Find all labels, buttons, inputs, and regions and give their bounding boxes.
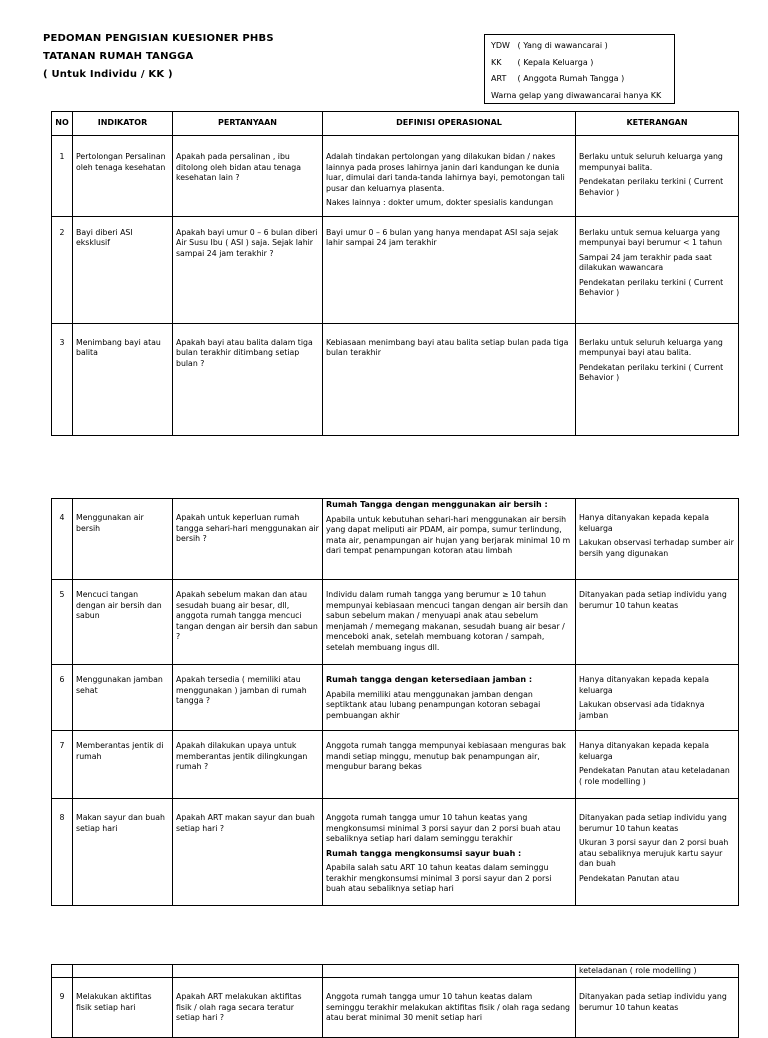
- legend-text: ( Anggota Rumah Tangga ): [517, 74, 625, 83]
- table-row: [52, 665, 739, 731]
- row-definition: [323, 216, 576, 323]
- table-row: [52, 323, 739, 435]
- indicator-table-part-1: [51, 111, 739, 436]
- definition-text: Apabila untuk kebutuhan sehari-hari menggunakan air bersih yang dapat meliputi air PDAM, air pompa, sumur terlindung, mata air, penampungan air hujan yang berjarak minimal 10 m dari tempat penampungan kotoran atau limbah: [326, 514, 571, 555]
- row-definition: [323, 978, 576, 1038]
- legend-item: [491, 71, 668, 88]
- row-notes: [576, 665, 739, 731]
- row-indicator: Melakukan aktifitas fisik setiap hari: [73, 978, 173, 1038]
- row-indicator: Memberantas jentik di rumah: [73, 731, 173, 799]
- definition-text: Nakes lainnya : dokter umum, dokter spesialis kandungan: [326, 198, 554, 207]
- row-question: Apakah bayi umur 0 – 6 bulan diberi Air Susu Ibu ( ASI ) saja. Sejak lahir sampai 24 jam terakhir ?: [173, 216, 323, 323]
- legend-item: [491, 55, 668, 72]
- row-definition: [323, 731, 576, 799]
- row-number: 1: [52, 136, 73, 217]
- row-indicator: [73, 965, 173, 978]
- row-notes: [576, 799, 739, 906]
- row-definition: [323, 965, 576, 978]
- row-definition: [323, 580, 576, 665]
- row-indicator: Menggunakan jamban sehat: [73, 665, 173, 731]
- definition-text: Anggota rumah tangga umur 10 tahun keatas yang mengkonsumsi minimal 3 porsi sayur dan 2 porsi buah atau sebaliknya setiap hari dalam seminggu terakhir: [326, 813, 561, 843]
- row-question: Apakah bayi atau balita dalam tiga bulan terakhir ditimbang setiap bulan ?: [173, 323, 323, 435]
- table-row: [52, 499, 739, 580]
- note-text: Berlaku untuk seluruh keluarga yang mempunyai balita.: [579, 152, 723, 172]
- row-indicator: Menimbang bayi atau balita: [73, 323, 173, 435]
- row-indicator: Bayi diberi ASI eksklusif: [73, 216, 173, 323]
- definition-text: Anggota rumah tangga umur 10 tahun keatas dalam seminggu terakhir melakukan aktifitas fisik / olah raga sedang atau berat minimal 30 menit setiap hari: [326, 992, 570, 1022]
- row-number: 9: [52, 978, 73, 1038]
- row-question: Apakah tersedia ( memiliki atau menggunakan ) jamban di rumah tangga ?: [173, 665, 323, 731]
- note-text: Berlaku untuk seluruh keluarga yang mempunyai bayi atau balita.: [579, 337, 723, 357]
- row-number: 8: [52, 799, 73, 906]
- table-header-row: [52, 112, 739, 136]
- indicator-table-part-3: [51, 964, 739, 1038]
- row-indicator: Makan sayur dan buah setiap hari: [73, 799, 173, 906]
- definition-text: Bayi umur 0 – 6 bulan yang hanya mendapat ASI saja sejak lahir sampai 24 jam terakhir: [326, 227, 559, 247]
- note-text: Ditanyakan pada setiap individu yang berumur 10 tahun keatas: [579, 590, 727, 610]
- document-title: PEDOMAN PENGISIAN KUESIONER PHBS: [43, 33, 274, 44]
- legend-box: [484, 34, 675, 104]
- row-notes: [576, 136, 739, 217]
- note-text: Pendekatan perilaku terkini ( Current Behavior ): [579, 277, 724, 297]
- row-notes: [576, 323, 739, 435]
- table-row: [52, 580, 739, 665]
- row-notes: [576, 499, 739, 580]
- header-keterangan: KETERANGAN: [576, 112, 739, 136]
- row-indicator: Pertolongan Persalinan oleh tenaga kesehatan: [73, 136, 173, 217]
- note-text: Hanya ditanyakan kepada kepala keluarga: [579, 675, 709, 695]
- table-row-continuation: [52, 965, 739, 978]
- row-definition: [323, 665, 576, 731]
- row-number: 5: [52, 580, 73, 665]
- definition-text: Apabila memiliki atau menggunakan jamban dengan septiktank atau lubang penampungan kotoran sebagai pembuangan akhir: [326, 689, 541, 720]
- row-number: 7: [52, 731, 73, 799]
- row-notes-continuation: keteladanan ( role modelling ): [576, 965, 739, 978]
- row-definition: [323, 323, 576, 435]
- row-question: Apakah pada persalinan , ibu ditolong oleh bidan atau tenaga kesehatan lain ?: [173, 136, 323, 217]
- legend-item: [491, 38, 668, 55]
- definition-text: Adalah tindakan pertolongan yang dilakukan bidan / nakes lainnya pada proses lahirnya janin dari kandungan ke dunia luar, dimulai dari tanda-tanda lahirnya bayi, pemotongan tali pusar dan keluarnya plasenta.: [326, 152, 565, 193]
- row-definition: [323, 499, 576, 580]
- row-question: Apakah untuk keperluan rumah tangga sehari-hari menggunakan air bersih ?: [173, 499, 323, 580]
- note-text: Ditanyakan pada setiap individu yang berumur 10 tahun keatas: [579, 813, 727, 833]
- row-definition: [323, 799, 576, 906]
- table-row: [52, 731, 739, 799]
- legend-text: ( Kepala Keluarga ): [517, 57, 594, 67]
- header-definisi: DEFINISI OPERASIONAL: [323, 112, 576, 136]
- definition-text: Anggota rumah tangga mempunyai kebiasaan menguras bak mandi setiap minggu, menutup bak penampungan air, mengubur barang bekas: [326, 741, 566, 771]
- row-number: 4: [52, 499, 73, 580]
- row-question: Apakah sebelum makan dan atau sesudah buang air besar, dll, anggota rumah tangga mencuci tangan dengan air bersih dan sabun ?: [173, 580, 323, 665]
- legend-key: ART: [491, 74, 507, 83]
- row-question: Apakah ART melakukan aktifitas fisik / olah raga secara teratur setiap hari ?: [173, 978, 323, 1038]
- row-definition: [323, 136, 576, 217]
- table-row: [52, 799, 739, 906]
- note-text: Pendekatan Panutan atau: [579, 873, 680, 883]
- indicator-table-part-2: [51, 498, 739, 906]
- document-subtitle: TATANAN RUMAH TANGGA: [43, 51, 194, 62]
- note-text: Hanya ditanyakan kepada kepala keluarga: [579, 741, 709, 761]
- note-text: Pendekatan Panutan atau keteladanan ( role modelling ): [579, 766, 730, 786]
- row-number: 2: [52, 216, 73, 323]
- row-number: [52, 965, 73, 978]
- row-question: [173, 965, 323, 978]
- table-row: [52, 136, 739, 217]
- row-notes: [576, 731, 739, 799]
- legend-text: ( Yang di wawancarai ): [517, 41, 608, 50]
- legend-key: YDW: [491, 41, 510, 50]
- row-notes: [576, 978, 739, 1038]
- note-text: Pendekatan perilaku terkini ( Current Behavior ): [579, 362, 724, 382]
- legend-key: KK: [491, 57, 502, 67]
- note-text: Ukuran 3 porsi sayur dan 2 porsi buah atau sebaliknya merujuk kartu sayur dan buah: [579, 838, 729, 868]
- note-text: Ditanyakan pada setiap individu yang berumur 10 tahun keatas: [579, 992, 727, 1012]
- row-question: Apakah dilakukan upaya untuk memberantas jentik dilingkungan rumah ?: [173, 731, 323, 799]
- definition-heading: Rumah tangga dengan ketersediaan jamban :: [326, 675, 533, 684]
- row-indicator: Mencuci tangan dengan air bersih dan sabun: [73, 580, 173, 665]
- definition-text: Kebiasaan menimbang bayi atau balita setiap bulan pada tiga bulan terakhir: [326, 337, 569, 357]
- note-text: Lakukan observasi ada tidaknya jamban: [579, 700, 705, 720]
- row-question: Apakah ART makan sayur dan buah setiap hari ?: [173, 799, 323, 906]
- row-number: 3: [52, 323, 73, 435]
- row-number: 6: [52, 665, 73, 731]
- note-text: Sampai 24 jam terakhir pada saat dilakukan wawancara: [579, 252, 712, 272]
- definition-text: Apabila salah satu ART 10 tahun keatas dalam seminggu terakhir mengkonsumsi minimal 3 porsi sayur dan 2 porsi buah atau sebaliknya setiap hari: [326, 863, 552, 893]
- note-text: Hanya ditanyakan kepada kepala keluarga: [579, 513, 709, 533]
- note-text: Berlaku untuk semua keluarga yang mempunyai bayi berumur < 1 tahun: [579, 227, 723, 247]
- note-text: Lakukan observasi terhadap sumber air bersih yang digunakan: [579, 538, 734, 558]
- definition-text: Individu dalam rumah tangga yang berumur ≥ 10 tahun mempunyai kebiasaan mencuci tangan dengan air bersih dan sabun sebelum makan / menyuapi anak atau sebelum menjamah / memegang makanan, sesudah buang air besar / menceboki anak, setelah membuang kotoran / sampah, setelah membuang ingus dll.: [326, 590, 568, 652]
- header-pertanyaan: PERTANYAAN: [173, 112, 323, 136]
- header-no: NO: [52, 112, 73, 136]
- document-scope: ( Untuk Individu / KK ): [43, 69, 173, 80]
- definition-heading: Rumah Tangga dengan menggunakan air bersih :: [326, 500, 548, 509]
- table-row: [52, 978, 739, 1038]
- table-row: [52, 216, 739, 323]
- definition-heading: Rumah tangga mengkonsumsi sayur buah :: [326, 848, 522, 858]
- legend-note: Warna gelap yang diwawancarai hanya KK: [491, 90, 662, 100]
- header-indikator: INDIKATOR: [73, 112, 173, 136]
- row-notes: [576, 580, 739, 665]
- row-indicator: Menggunakan air bersih: [73, 499, 173, 580]
- note-text: Pendekatan perilaku terkini ( Current Behavior ): [579, 177, 724, 197]
- row-notes: [576, 216, 739, 323]
